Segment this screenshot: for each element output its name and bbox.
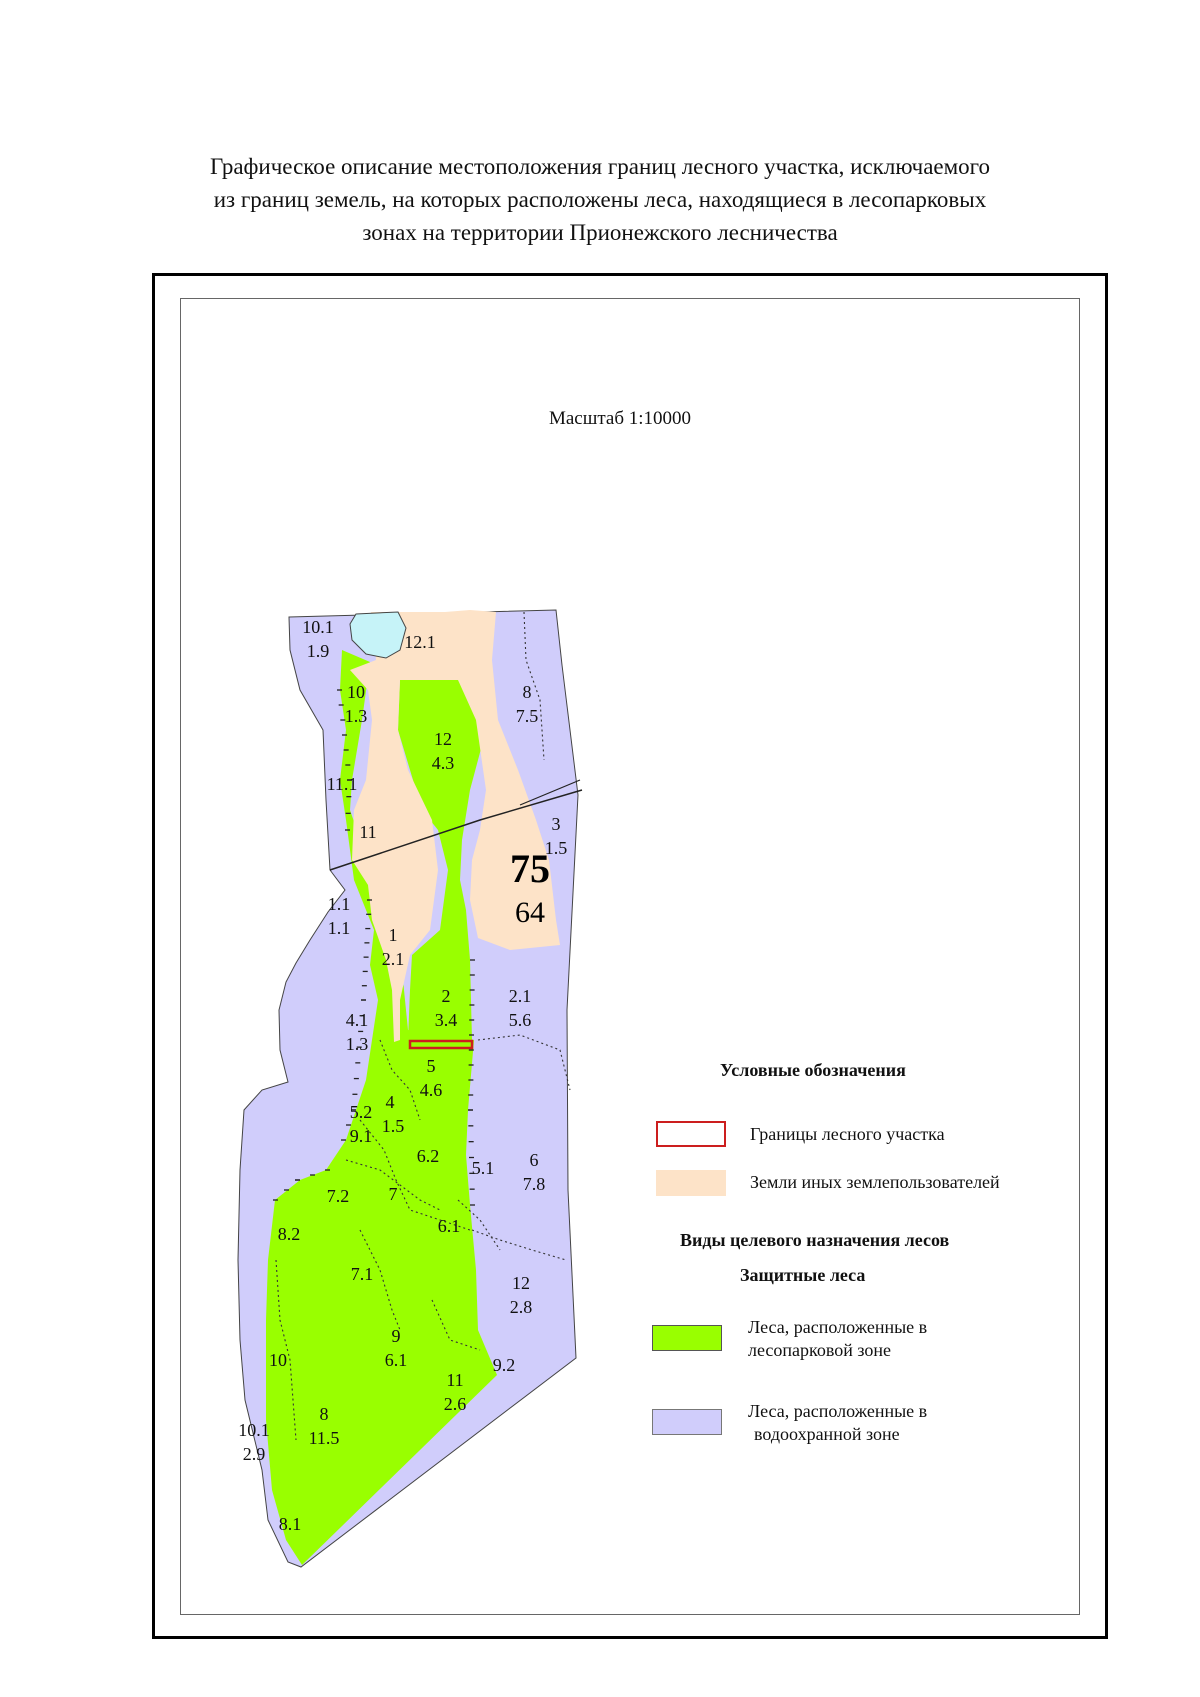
legend-title: Условные обозначения bbox=[720, 1060, 906, 1080]
plot-label: 4.1 bbox=[345, 1010, 369, 1030]
plot-label: 7.1 bbox=[350, 1264, 374, 1284]
scale-label: Масштаб 1:10000 bbox=[548, 408, 692, 429]
plot-area: 2.6 bbox=[443, 1394, 467, 1414]
plot-area: 7.8 bbox=[522, 1174, 546, 1194]
plot-label: 3 bbox=[551, 814, 561, 834]
plot-area: 11.5 bbox=[308, 1428, 340, 1448]
quarter-area: 64 bbox=[515, 896, 545, 929]
legend-water-forest-line-1: Леса, расположенные в bbox=[748, 1401, 928, 1421]
plot-label: 4 bbox=[385, 1092, 395, 1112]
legend-park-forest-line-2: лесопарковой зоне bbox=[748, 1340, 891, 1360]
plot-label: 8.1 bbox=[278, 1514, 302, 1534]
legend-other-land-label: Земли иных землепользователей bbox=[750, 1172, 1000, 1192]
plot-area: 4.3 bbox=[431, 753, 455, 773]
plot-area: 2.1 bbox=[381, 949, 405, 969]
plot-label: 11 bbox=[446, 1370, 464, 1390]
title-line-2: из границ земель, на которых расположены леса, находящиеся в лесопарковых bbox=[213, 187, 987, 212]
plot-label: 12 bbox=[434, 729, 452, 749]
plot-area: 1.5 bbox=[381, 1116, 405, 1136]
legend-other-land-swatch bbox=[656, 1170, 726, 1196]
plot-label: 5.1 bbox=[471, 1158, 495, 1178]
plot-label: 6 bbox=[529, 1150, 539, 1170]
plot-label: 8 bbox=[522, 682, 532, 702]
plot-label: 12.1 bbox=[404, 632, 436, 652]
legend-water-forest-label bbox=[748, 1400, 927, 1446]
plot-label: 2.1 bbox=[508, 986, 532, 1006]
plot-area: 4.6 bbox=[419, 1080, 443, 1100]
plot-area: 5.6 bbox=[508, 1010, 532, 1030]
plot-label: 2 bbox=[441, 986, 451, 1006]
plot-label: 8 bbox=[319, 1404, 329, 1424]
plot-area: 1.3 bbox=[344, 706, 368, 726]
plot-area: 1.9 bbox=[306, 641, 330, 661]
plot-area: 1.1 bbox=[327, 918, 351, 938]
legend-park-forest-line-1: Леса, расположенные в bbox=[748, 1317, 928, 1337]
plot-label: 1 bbox=[388, 925, 398, 945]
plot-label: 6.1 bbox=[437, 1216, 461, 1236]
plot-label: 12 bbox=[512, 1273, 530, 1293]
plot-label: 5 bbox=[426, 1056, 436, 1076]
quarter-number: 75 bbox=[510, 846, 550, 891]
plot-label: 7.2 bbox=[326, 1186, 350, 1206]
legend-park-forest-label bbox=[748, 1316, 927, 1362]
plot-label: 11.1 bbox=[326, 774, 358, 794]
plot-label: 10.1 bbox=[302, 617, 334, 637]
plot-label: 9 bbox=[391, 1326, 401, 1346]
plot-label: 11 bbox=[359, 822, 377, 842]
plot-label: 1.1 bbox=[327, 894, 351, 914]
plot-area: 2.9 bbox=[242, 1444, 266, 1464]
plot-area: 3.4 bbox=[434, 1010, 458, 1030]
legend-water-forest-swatch bbox=[652, 1409, 722, 1435]
plot-area: 9.1 bbox=[349, 1126, 373, 1146]
legend-site-boundary-label: Границы лесного участка bbox=[750, 1124, 945, 1144]
plot-area: 2.8 bbox=[509, 1297, 533, 1317]
plot-area: 1.5 bbox=[544, 838, 568, 858]
title-line-3: зонах на территории Прионежского лесничества bbox=[362, 220, 838, 245]
legend-water-forest-line-2: водоохранной зоне bbox=[754, 1424, 900, 1444]
plot-label: 6.2 bbox=[416, 1146, 440, 1166]
legend-park-forest-swatch bbox=[652, 1325, 722, 1351]
plot-label: 5.2 bbox=[349, 1102, 373, 1122]
plot-area: 1.3 bbox=[345, 1034, 369, 1054]
plot-area: 6.1 bbox=[384, 1350, 408, 1370]
plot-label: 10 bbox=[347, 682, 365, 702]
title-line-1: Графическое описание местоположения границ лесного участка, исключаемого bbox=[209, 154, 991, 179]
plot-label: 7 bbox=[388, 1184, 398, 1204]
plot-label: 10.1 bbox=[238, 1420, 270, 1440]
legend-site-boundary-swatch bbox=[656, 1121, 726, 1147]
legend-purpose-title: Виды целевого назначения лесов bbox=[680, 1230, 950, 1250]
plot-area: 7.5 bbox=[515, 706, 539, 726]
legend-protective-title: Защитные леса bbox=[740, 1265, 866, 1285]
plot-label: 9.2 bbox=[492, 1355, 516, 1375]
plot-label: 10 bbox=[269, 1350, 287, 1370]
plot-label: 8.2 bbox=[277, 1224, 301, 1244]
